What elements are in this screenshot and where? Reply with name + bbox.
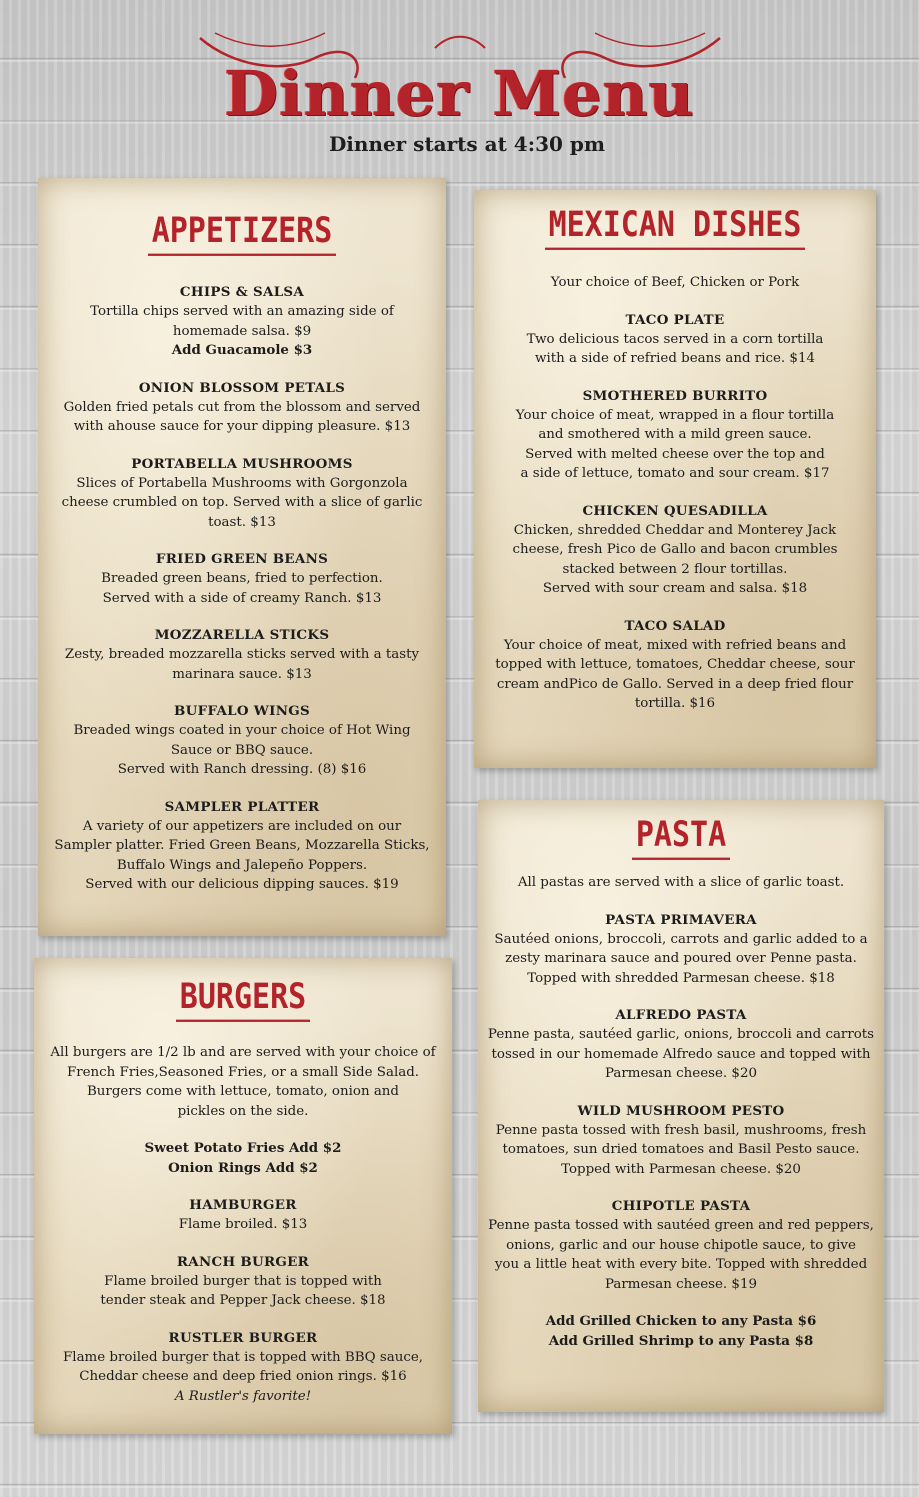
item-desc: Your choice of meat, mixed with refried beans and topped with lettuce, tomatoes, Cheddar cheese, sour cream andPico de Gallo. Served in a deep fried flour tortilla. $16 xyxy=(495,637,855,711)
item-desc: Chicken, shredded Cheddar and Monterey Jack cheese, fresh Pico de Gallo and bacon crumbles stacked between 2 flour tortillas. Served with sour cream and salsa. $18 xyxy=(512,522,838,596)
menu-item xyxy=(474,617,876,714)
mexican-intro: Your choice of Beef, Chicken or Pork xyxy=(550,275,800,290)
burgers-addons xyxy=(34,1139,452,1178)
item-desc: Penne pasta tossed with fresh basil, mushrooms, fresh tomatoes, sun dried tomatoes and Basil Pesto sauce. Topped with Parmesan cheese. $20 xyxy=(495,1122,867,1177)
menu-item xyxy=(474,311,876,369)
addon-line: Add Grilled Shrimp to any Pasta $8 xyxy=(548,1332,814,1349)
item-name: TACO SALAD xyxy=(624,617,726,634)
menu-item xyxy=(478,1197,884,1294)
item-name: TACO PLATE xyxy=(625,311,725,328)
page-subtitle: Dinner starts at 4:30 pm xyxy=(328,132,606,156)
menu-item xyxy=(474,387,876,484)
pasta-title: PASTA xyxy=(632,815,730,860)
item-name: CHICKEN QUESADILLA xyxy=(582,502,768,519)
menu-item xyxy=(38,550,446,608)
item-name: CHIPS & SALSA xyxy=(179,284,305,300)
addon-line: Add Grilled Chicken to any Pasta $6 xyxy=(545,1313,817,1329)
item-name: MOZZARELLA STICKS xyxy=(154,627,330,643)
menu-item xyxy=(38,798,446,895)
item-desc: Your choice of meat, wrapped in a flour tortilla and smothered with a mild green sauce. Served with melted cheese over the top and a side of lettuce, tomato and sour cream. $17 xyxy=(515,407,835,481)
item-name: HAMBURGER xyxy=(189,1197,297,1213)
item-desc: Sautéed onions, broccoli, carrots and garlic added to a zesty marinara sauce and poured over Penne pasta. Topped with shredded Parmesan cheese. $18 xyxy=(494,931,868,986)
item-desc: Breaded green beans, fried to perfection. Served with a side of creamy Ranch. $13 xyxy=(101,571,383,606)
item-desc: Flame broiled burger that is topped with tender steak and Pepper Jack cheese. $18 xyxy=(100,1273,386,1308)
item-desc: Golden fried petals cut from the blossom and served with ahouse sauce for your dipping pleasure. $13 xyxy=(63,399,421,434)
item-desc: Breaded wings coated in your choice of Hot Wing Sauce or BBQ sauce. Served with Ranch dressing. (8) $16 xyxy=(73,723,411,777)
menu-item xyxy=(38,283,446,361)
item-tagline: A Rustler's favorite! xyxy=(174,1388,312,1404)
mexican-panel xyxy=(474,190,876,768)
item-name: SMOTHERED BURRITO xyxy=(582,387,768,404)
item-name: RANCH BURGER xyxy=(176,1253,310,1270)
pasta-panel xyxy=(478,800,884,1412)
item-name: ONION BLOSSOM PETALS xyxy=(138,379,346,396)
item-name: FRIED GREEN BEANS xyxy=(155,551,329,567)
menu-item xyxy=(38,702,446,780)
menu-item xyxy=(478,1102,884,1180)
item-name: PASTA PRIMAVERA xyxy=(605,911,757,928)
page-title: Dinner Menu xyxy=(224,57,695,130)
menu-item xyxy=(478,1006,884,1084)
burgers-intro: All burgers are 1/2 lb and are served with your choice of French Fries,Seasoned Fries, or a small Side Salad. Burgers come with lettuce, tomato, onion and pickles on the side. xyxy=(50,1045,436,1119)
menu-item xyxy=(474,502,876,599)
item-desc: Penne pasta, sautéed garlic, onions, broccoli and carrots tossed in our homemade Alfredo sauce and topped with Parmesan cheese. $20 xyxy=(487,1027,875,1081)
item-name: BUFFALO WINGS xyxy=(174,703,310,719)
menu-item xyxy=(38,626,446,684)
item-desc: Flame broiled burger that is topped with BBQ sauce, Cheddar cheese and deep fried onion rings. $16 xyxy=(63,1349,423,1384)
item-name: PORTABELLA MUSHROOMS xyxy=(131,455,353,472)
menu-item xyxy=(38,379,446,437)
item-desc: Slices of Portabella Mushrooms with Gorgonzola cheese crumbled on top. Served with a slice of garlic toast. $13 xyxy=(61,475,423,530)
menu-item xyxy=(34,1253,452,1311)
addon-line: Sweet Potato Fries Add $2 xyxy=(144,1140,342,1156)
menu-item xyxy=(34,1329,452,1407)
appetizers-panel xyxy=(38,178,446,936)
addon-line: Onion Rings Add $2 xyxy=(168,1159,318,1176)
pasta-intro: All pastas are served with a slice of garlic toast. xyxy=(517,875,845,890)
item-addon: Add Guacamole $3 xyxy=(171,342,313,358)
item-name: RUSTLER BURGER xyxy=(168,1329,318,1346)
burgers-panel xyxy=(34,958,452,1434)
burgers-title: BURGERS xyxy=(176,977,310,1022)
item-desc: A variety of our appetizers are included on our Sampler platter. Fried Green Beans, Mozzarella Sticks, Buffalo Wings and Jalepeño Poppers. Served with our delicious dipping sauces. $19 xyxy=(54,818,430,892)
item-desc: Tortilla chips served with an amazing side of homemade salsa. $9 xyxy=(90,304,394,339)
item-desc: Flame broiled. $13 xyxy=(178,1217,308,1232)
menu-item xyxy=(34,1196,452,1235)
menu-item xyxy=(38,455,446,533)
item-desc: Penne pasta tossed with sautéed green and red peppers, onions, garlic and our house chipotle sauce, to give you a little heat with every bite. Topped with shredded Parmesan cheese. $19 xyxy=(488,1218,874,1292)
item-name: WILD MUSHROOM PESTO xyxy=(577,1102,785,1119)
mexican-title: MEXICAN DISHES xyxy=(545,205,806,250)
item-desc: Zesty, breaded mozzarella sticks served with a tasty marinara sauce. $13 xyxy=(64,647,420,682)
item-name: ALFREDO PASTA xyxy=(615,1007,747,1023)
item-name: SAMPLER PLATTER xyxy=(164,798,320,815)
item-desc: Two delicious tacos served in a corn tortilla with a side of refried beans and rice. $14 xyxy=(526,331,824,366)
pasta-addons xyxy=(478,1312,884,1351)
item-name: CHIPOTLE PASTA xyxy=(611,1198,751,1214)
appetizers-title: APPETIZERS xyxy=(148,211,337,256)
menu-item xyxy=(478,911,884,989)
